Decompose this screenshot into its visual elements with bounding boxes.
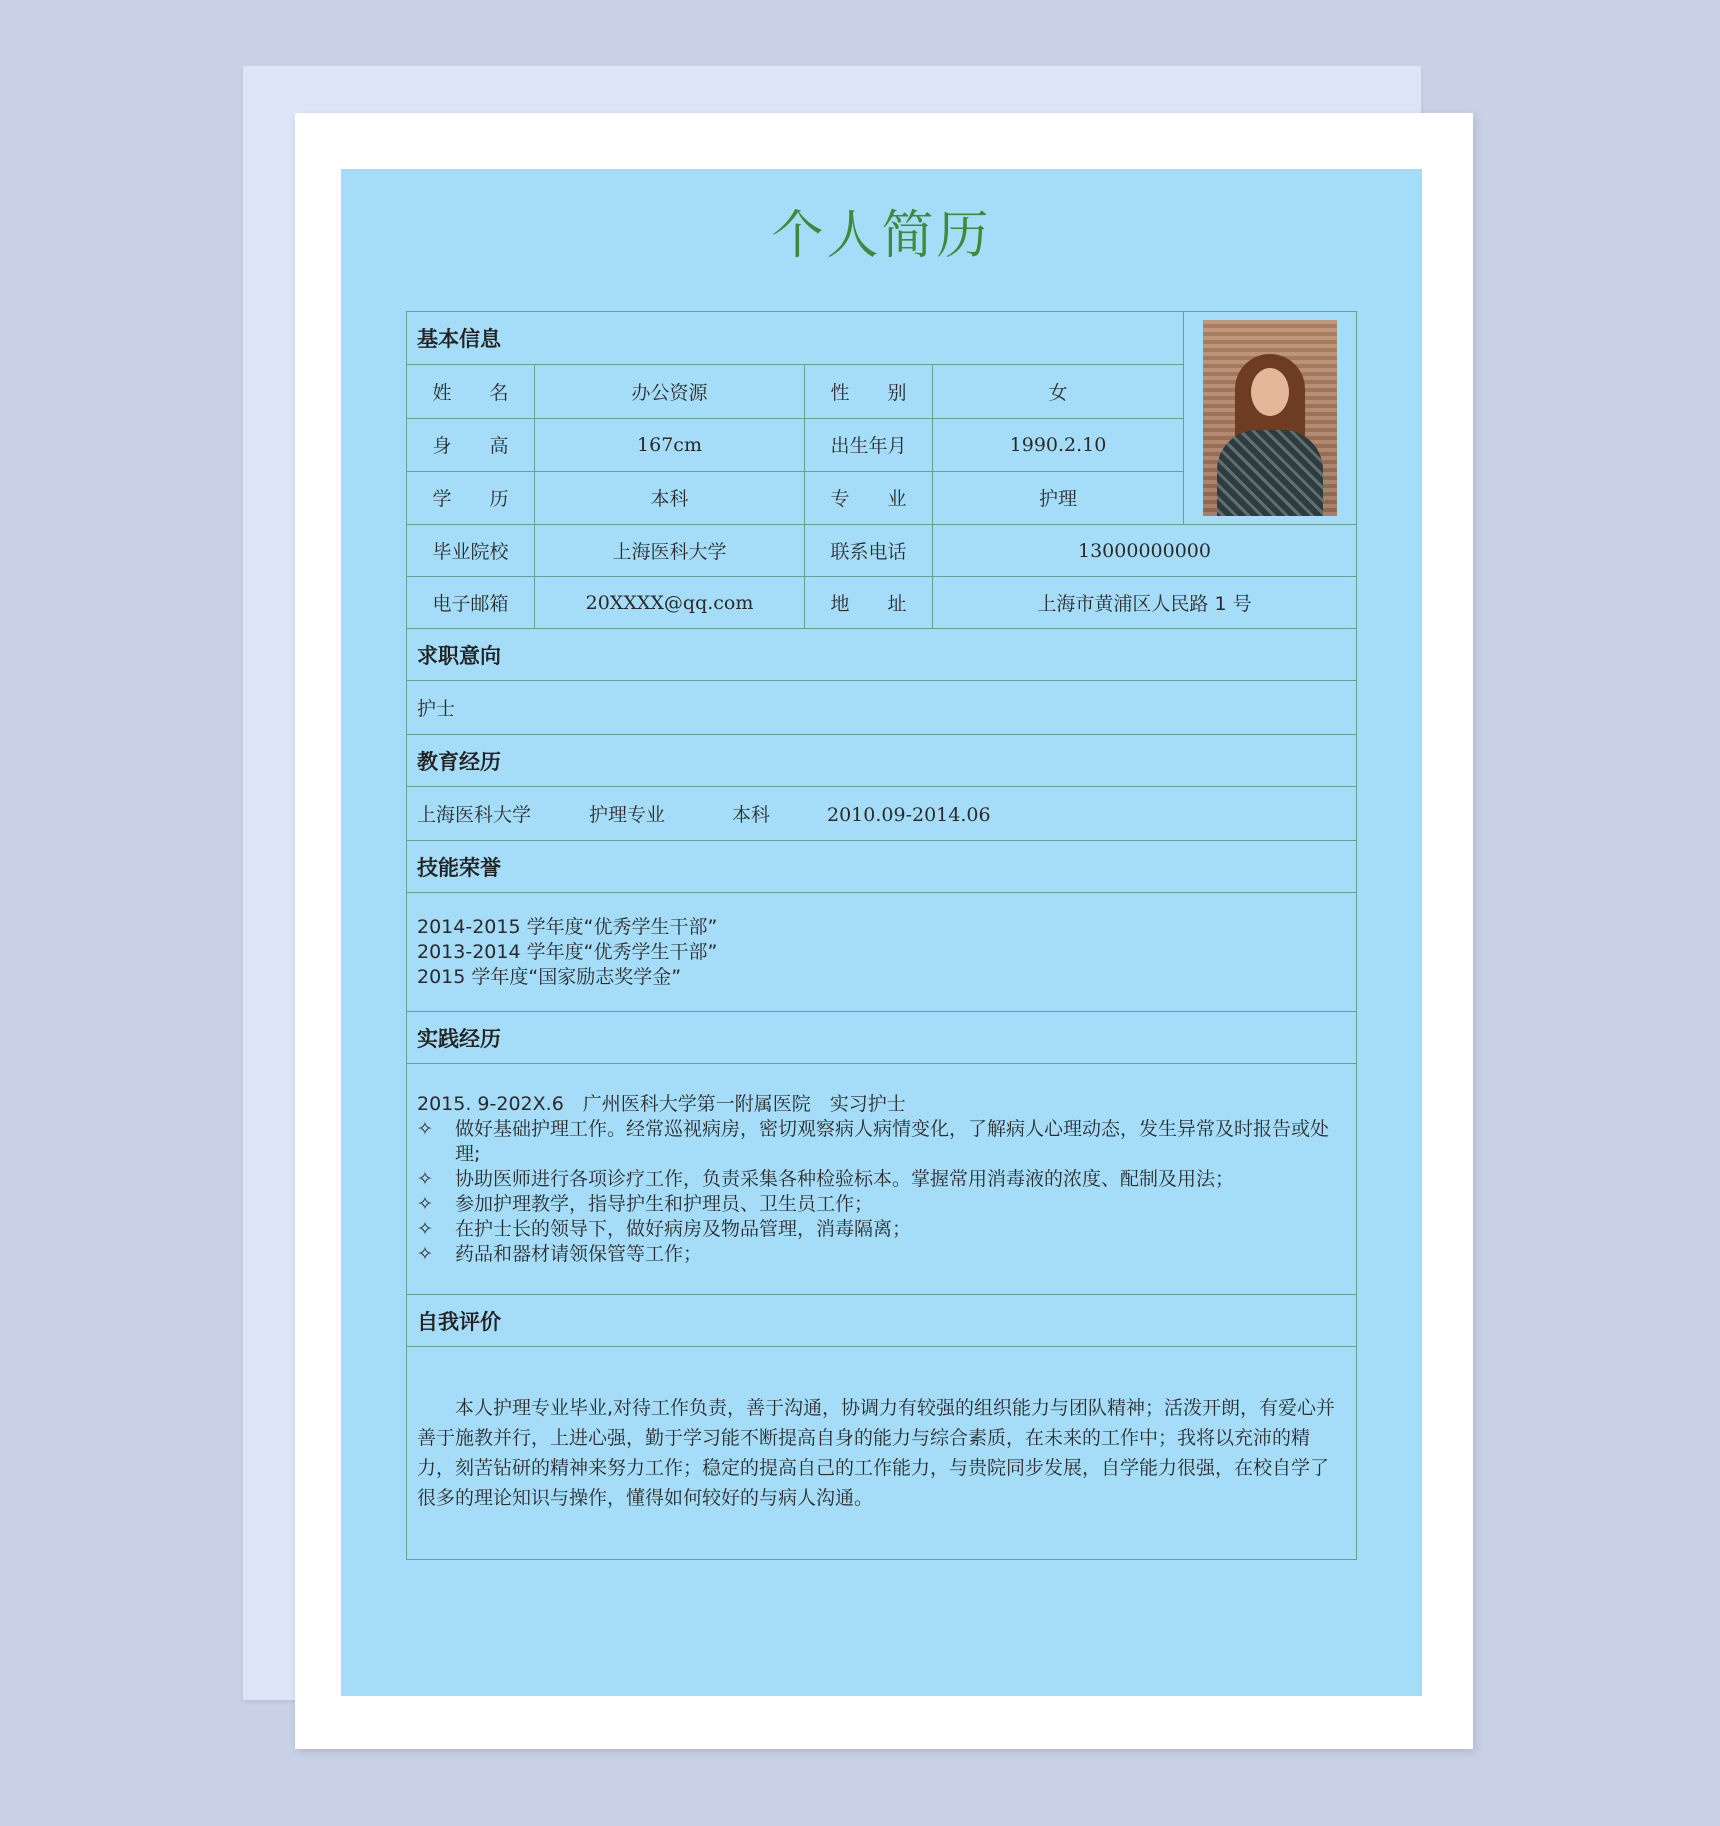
resume-table — [406, 311, 1357, 1560]
major-label: 专 业 — [805, 471, 933, 524]
edu-school: 上海医科大学 — [417, 804, 532, 826]
practice-item: ✧ 协助医师进行各项诊疗工作，负责采集各种检验标本。掌握常用消毒液的浓度、配制及用法； — [417, 1167, 1235, 1190]
school-value: 上海医科大学 — [535, 525, 805, 577]
birth-label: 出生年月 — [805, 418, 933, 471]
profile-photo — [1203, 320, 1337, 516]
intention-value: 护士 — [407, 681, 1357, 735]
school-label: 毕业院校 — [407, 525, 535, 577]
address-value: 上海市黄浦区人民路 1 号 — [933, 577, 1357, 629]
section-honors: 技能荣誉 — [407, 841, 1357, 893]
section-practice: 实践经历 — [407, 1012, 1357, 1064]
email-label: 电子邮箱 — [407, 577, 535, 629]
practice-item: ✧ 做好基础护理工作。经常巡视病房，密切观察病人病情变化，了解病人心理动态，发生异常及时报告或处理; — [417, 1117, 1330, 1165]
sparkle-bullet-icon: ✧ — [417, 1192, 433, 1215]
photo-cell — [1184, 312, 1357, 525]
degree-label: 学 历 — [407, 471, 535, 524]
edu-major: 护理专业 — [589, 804, 666, 826]
name-label: 姓 名 — [407, 365, 535, 418]
section-intention: 求职意向 — [407, 629, 1357, 681]
honor-item: 2014-2015 学年度“优秀学生干部” — [417, 915, 718, 938]
practice-item: ✧ 药品和器材请领保管等工作； — [417, 1242, 703, 1265]
page-title: 个人简历 — [771, 206, 992, 266]
honors-list — [407, 893, 1357, 1012]
practice-content — [407, 1064, 1357, 1295]
self-evaluation-text: 本人护理专业毕业,对待工作负责，善于沟通，协调力有较强的组织能力与团队精神；活泼开朗，有爱心并善于施教并行，上进心强，勤于学习能不断提高自身的能力与综合素质，在未来的工作中；我将以充沛的精力，刻苦钻研的精神来努力工作；稳定的提高自己的工作能力，与贵院同步发展，自学能力很强，在校自学了很多的理论知识与操作，懂得如何较好的与病人沟通。 — [417, 1397, 1336, 1509]
practice-item: ✧ 参加护理教学，指导护生和护理员、卫生员工作； — [417, 1192, 874, 1215]
gender-label: 性 别 — [805, 365, 933, 418]
section-basic-info: 基本信息 — [407, 312, 1184, 365]
sparkle-bullet-icon: ✧ — [417, 1117, 433, 1140]
honor-item: 2013-2014 学年度“优秀学生干部” — [417, 940, 718, 963]
email-value: 20XXXX@qq.com — [535, 577, 805, 629]
section-self-evaluation: 自我评价 — [407, 1295, 1357, 1347]
degree-value: 本科 — [535, 471, 805, 524]
birth-value: 1990.2.10 — [933, 418, 1184, 471]
practice-header: 2015. 9-202X.6 广州医科大学第一附属医院 实习护士 — [417, 1092, 906, 1115]
self-evaluation-cell — [407, 1347, 1357, 1560]
edu-degree: 本科 — [732, 804, 771, 826]
name-value: 办公资源 — [535, 365, 805, 418]
practice-item: ✧ 在护士长的领导下，做好病房及物品管理，消毒隔离； — [417, 1217, 912, 1240]
honor-item: 2015 学年度“国家励志奖学金” — [417, 965, 682, 988]
height-value: 167cm — [535, 418, 805, 471]
sparkle-bullet-icon: ✧ — [417, 1217, 433, 1240]
address-label: 地 址 — [805, 577, 933, 629]
height-label: 身 高 — [407, 418, 535, 471]
section-education: 教育经历 — [407, 735, 1357, 787]
education-row — [407, 787, 1357, 841]
phone-label: 联系电话 — [805, 525, 933, 577]
major-value: 护理 — [933, 471, 1184, 524]
phone-value: 13000000000 — [933, 525, 1357, 577]
edu-period: 2010.09-2014.06 — [827, 804, 991, 826]
sparkle-bullet-icon: ✧ — [417, 1242, 433, 1265]
gender-value: 女 — [933, 365, 1184, 418]
sparkle-bullet-icon: ✧ — [417, 1167, 433, 1190]
